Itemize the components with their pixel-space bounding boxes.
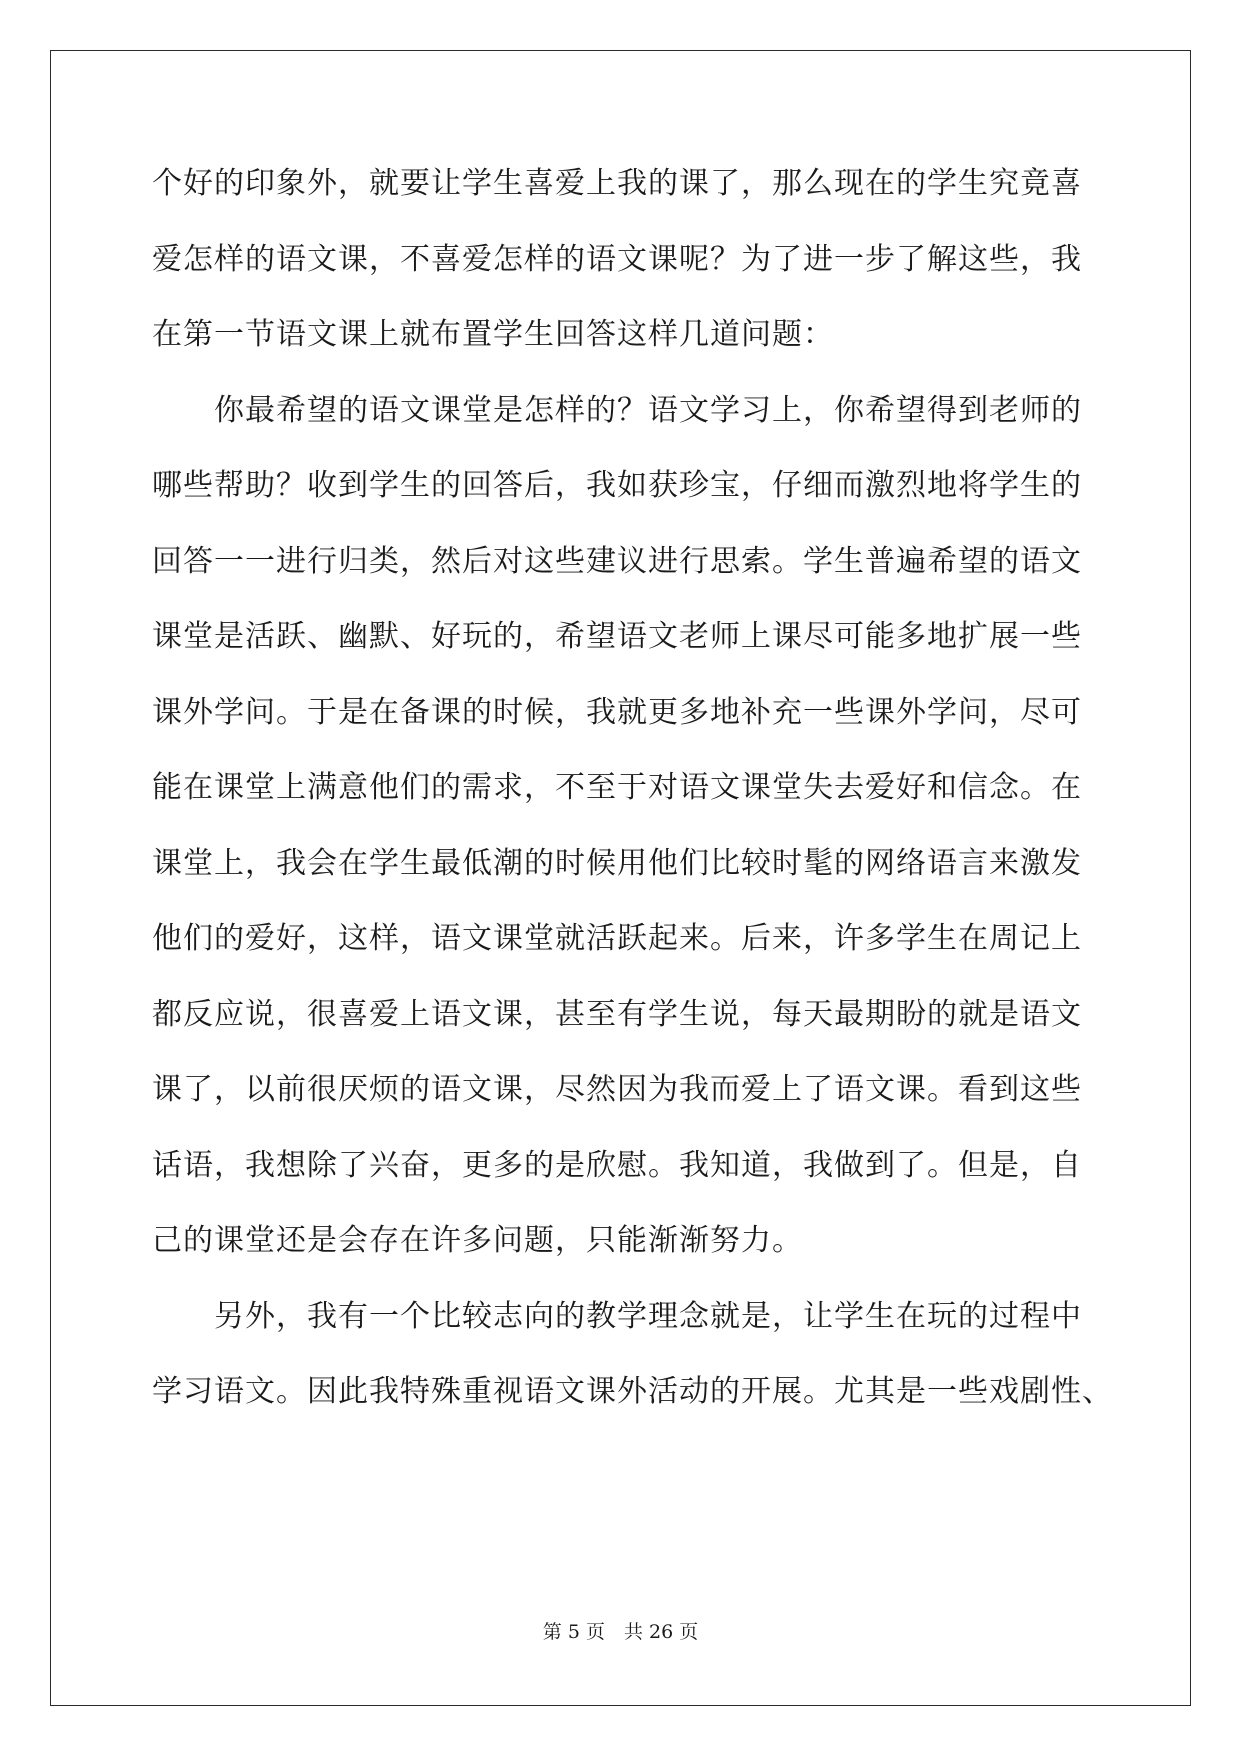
paragraph-first-line: 另外，我有一个比较志向的教学理念就是，让学生在玩的过程中 (214, 1298, 1082, 1334)
text-line: 课外学问。于是在备课的时候，我就更多地补充一些课外学问，尽可 (152, 694, 1082, 730)
text-line: 课堂是活跃、幽默、好玩的，希望语文老师上课尽可能多地扩展一些 (152, 619, 1082, 654)
text-line: 个好的印象外，就要让学生喜爱上我的课了，那么现在的学生究竟喜 (152, 166, 1082, 201)
text-line: 课堂上，我会在学生最低潮的时候用他们比较时髦的网络语言来激发 (152, 845, 1082, 881)
text-line: 学习语文。因此我特殊重视语文课外活动的开展。尤其是一些戏剧性、 (152, 1374, 1113, 1409)
text-line: 课了，以前很厌烦的语文课，尽然因为我而爱上了语文课。看到这些 (152, 1072, 1082, 1107)
text-line: 回答一一进行归类，然后对这些建议进行思索。学生普遍希望的语文 (152, 543, 1082, 579)
body-text (152, 162, 1113, 1446)
text-line: 己的课堂还是会存在许多问题，只能渐渐努力。 (152, 1223, 803, 1258)
text-line: 能在课堂上满意他们的需求，不至于对语文课堂失去爱好和信念。在 (152, 770, 1082, 805)
text-line: 在第一节语文课上就布置学生回答这样几道问题： (152, 317, 834, 352)
text-line: 他们的爱好，这样，语文课堂就活跃起来。后来，许多学生在周记上 (152, 921, 1082, 956)
page-number: 第 5 页 共 26 页 (542, 1621, 699, 1643)
text-line: 都反应说，很喜爱上语文课，甚至有学生说，每天最期盼的就是语文 (152, 996, 1082, 1032)
text-line: 哪些帮助？收到学生的回答后，我如获珍宝，仔细而激烈地将学生的 (152, 468, 1082, 503)
paragraph-first-line: 你最希望的语文课堂是怎样的？语文学习上，你希望得到老师的 (214, 392, 1082, 428)
text-line: 话语，我想除了兴奋，更多的是欣慰。我知道，我做到了。但是，自 (152, 1147, 1082, 1183)
text-line: 爱怎样的语文课，不喜爱怎样的语文课呢？为了进一步了解这些，我 (152, 241, 1082, 277)
